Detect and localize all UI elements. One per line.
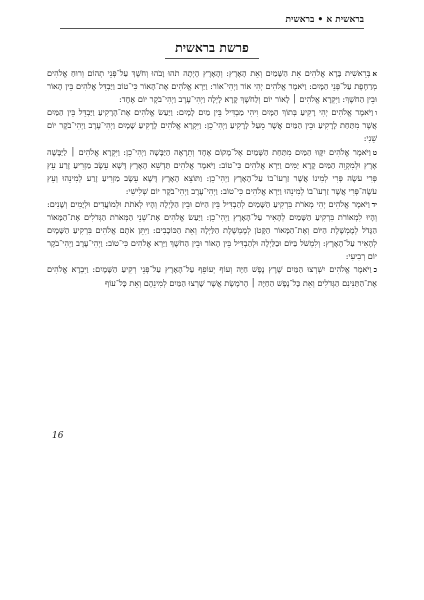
verse-number: ט (372, 147, 377, 157)
verse-text: וַיֹּאמֶר אֱלֹהִים יְהִי מְאֹרֹת בִּרְקִיעַ הַשָּׁמַיִם לְהַבְדִּיל בֵּין הַיּוֹם וּבֵין הַלָּיְלָה וְהָיוּ לְאֹתֹת וּלְמוֹעֲדִים וּלְיָמִים וְשָׁנִים: וְהָיוּ לִמְאוֹרֹת בִּרְקִיעַ הַשָּׁמַיִם לְהָאִיר עַל־הָאָרֶץ וַיְהִי־כֵן: וַיַּעַשׂ אֱלֹהִים אֶת־שְׁנֵי הַמְּאֹרֹת הַגְּדֹלִים אֶת־הַמָּאוֹר הַגָּדֹל לְמֶמְשֶׁלֶת הַיּוֹם וְאֶת־הַמָּאוֹר הַקָּטֹן לְמֶמְשֶׁלֶת הַלַּיְלָה וְאֵת הַכּוֹכָבִים: וַיִּתֵּן אֹתָם אֱלֹהִים בִּרְקִיעַ הַשָּׁמָיִם לְהָאִיר עַל־הָאָרֶץ: וְלִמְשֹׁל בַּיּוֹם וּבַלַּיְלָה וּלְהַבְדִּיל בֵּין הָאוֹר וּבֵין הַחֹשֶׁךְ וַיַּרְא אֱלֹהִים כִּי־טוֹב: וַיְהִי־עֶרֶב וַיְהִי־בֹקֶר יוֹם רְבִיעִי: (47, 198, 377, 262)
title-divider (165, 58, 259, 59)
verse-text: וַיֹּאמֶר אֱלֹהִים יִשְׁרְצוּ הַמַּיִם שֶׁרֶץ נֶפֶשׁ חַיָּה וְעוֹף יְעוֹפֵף עַל־הָאָרֶץ עַל־פְּנֵי רְקִיעַ הַשָּׁמָיִם: וַיִּבְרָא אֱלֹהִים אֶת־הַתַּנִּינִם הַגְּדֹלִים וְאֵת כָּל־נֶפֶשׁ הַחַיָּה ׀ הָרֹמֶשֶׂת אֲשֶׁר שָׁרְצוּ הַמַּיִם לְמִינֵהֶם וְאֵת כָּל־עוֹף (47, 264, 377, 288)
verse-text: בְּרֵאשִׁית בָּרָא אֱלֹהִים אֵת הַשָּׁמַיִם וְאֵת הָאָרֶץ: וְהָאָרֶץ הָיְתָה תֹהוּ וָבֹהוּ וְחֹשֶׁךְ עַל־פְּנֵי תְהוֹם וְרוּחַ אֱלֹהִים מְרַחֶפֶת עַל־פְּנֵי הַמָּיִם: וַיֹּאמֶר אֱלֹהִים יְהִי אוֹר וַיְהִי־אוֹר: וַיַּרְא אֱלֹהִים אֶת־הָאוֹר כִּי־טוֹב וַיַּבְדֵּל אֱלֹהִים בֵּין הָאוֹר וּבֵין הַחֹשֶׁךְ: וַיִּקְרָא אֱלֹהִים ׀ לָאוֹר יוֹם וְלַחֹשֶׁךְ קָרָא לָיְלָה וַיְהִי־עֶרֶב וַיְהִי־בֹקֶר יוֹם אֶחָד: (47, 68, 377, 105)
portion-title: פרשת בראשית (175, 40, 249, 55)
verse-paragraph (47, 68, 377, 104)
page-number: 16 (52, 431, 64, 441)
verse-number: א (372, 69, 377, 78)
verse-paragraph (47, 264, 377, 287)
verse-number: ו (375, 108, 377, 118)
verse-text: וַיֹּאמֶר אֱלֹהִים יְהִי רָקִיעַ בְּתוֹךְ הַמָּיִם וִיהִי מַבְדִּיל בֵּין מַיִם לָמָיִם: וַיַּעַשׂ אֱלֹהִים אֶת־הָרָקִיעַ וַיַּבְדֵּל בֵּין הַמַּיִם אֲשֶׁר מִתַּחַת לָרָקִיעַ וּבֵין הַמַּיִם אֲשֶׁר מֵעַל לָרָקִיעַ וַיְהִי־כֵן: וַיִּקְרָא אֱלֹהִים לָרָקִיעַ שָׁמָיִם וַיְהִי־עֶרֶב וַיְהִי־בֹקֶר יוֹם שֵׁנִי: (47, 107, 377, 144)
running-head: בראשית א • בראשית (60, 14, 364, 29)
verse-number: כ (373, 265, 377, 275)
verse-paragraph (47, 147, 377, 196)
verse-number: יד (371, 199, 377, 209)
verse-paragraph (47, 107, 377, 143)
verse-paragraph (47, 199, 377, 261)
verse-text: וַיֹּאמֶר אֱלֹהִים יִקָּווּ הַמַּיִם מִתַּחַת הַשָּׁמַיִם אֶל־מָקוֹם אֶחָד וְתֵרָאֶה הַיַּבָּשָׁה וַיְהִי־כֵן: וַיִּקְרָא אֱלֹהִים ׀ לַיַּבָּשָׁה אֶרֶץ וּלְמִקְוֵה הַמַּיִם קָרָא יַמִּים וַיַּרְא אֱלֹהִים כִּי־טוֹב: וַיֹּאמֶר אֱלֹהִים תַּדְשֵׁא הָאָרֶץ דֶּשֶׁא עֵשֶׂב מַזְרִיעַ זֶרַע עֵץ פְּרִי עֹשֶׂה פְּרִי לְמִינוֹ אֲשֶׁר זַרְעוֹ־בוֹ עַל־הָאָרֶץ וַיְהִי־כֵן: וַתּוֹצֵא הָאָרֶץ דֶּשֶׁא עֵשֶׂב מַזְרִיעַ זֶרַע לְמִינֵהוּ וְעֵץ עֹשֶׂה־פְּרִי אֲשֶׁר זַרְעוֹ־בוֹ לְמִינֵהוּ וַיַּרְא אֱלֹהִים כִּי־טוֹב: וַיְהִי־עֶרֶב וַיְהִי־בֹקֶר יוֹם שְׁלִישִׁי: (47, 146, 377, 196)
body-text (47, 67, 377, 290)
